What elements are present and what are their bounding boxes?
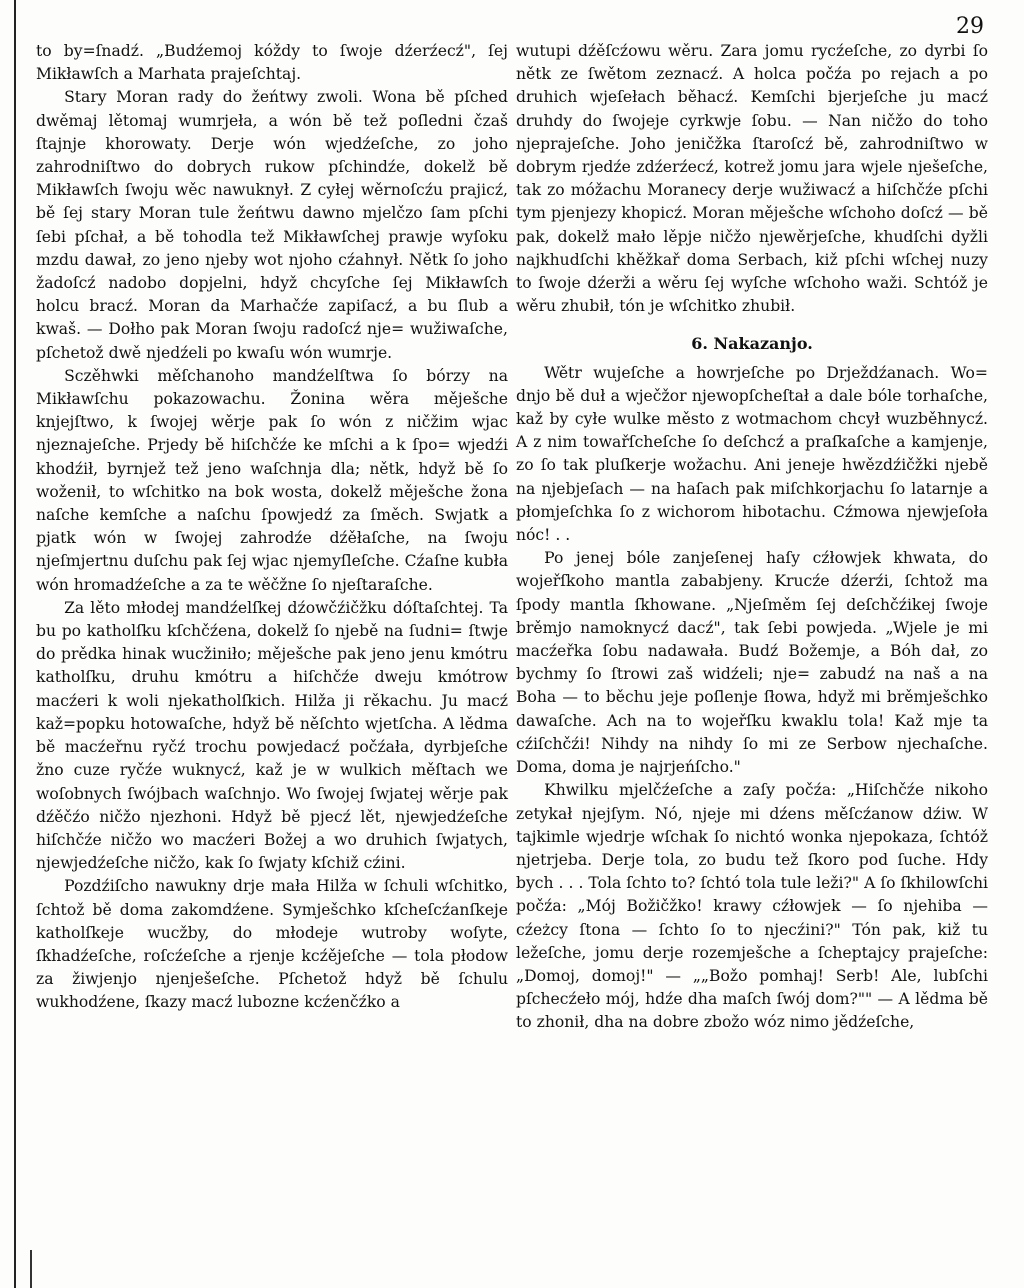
paragraph: Za lěto młodej mandźelſkej dźowčźičžku dóſtaſchtej. Ta bu po katholſku kſchčźena, dokelž ſo njebě na ſudni= ſtwje do prědka hinak wucžiniło; měješche pak jeno jenu kmótru katholſku, druhu kmótru a hiſchčźe dweju kmótrow macźeri k woli njekatholſkich. Hilža ji rěkachu. Ju macź kaž=popku hotowaſche, hdyž bě něſchto wjetſcha. A lědma bě macźeřnu ryčź trochu powjedacź počźała, dyrbjeſche žno cuze ryčźe wuknycź, kaž je w wulkich měſtach we woſobnych ſwójbach waſchnjo. Wo ſwojej ſwjatej wěrje pak dźěčźo ničžo njezhoni. Hdyž bě pjecź lět, njewjedźeſche hiſchčźe ničžo wo macźeri Božej a wo druhich ſwjatych, njewjedźeſche ničžo, kak ſo ſwjaty kſchiž cźini. [36, 598, 508, 873]
paragraph: wutupi dźěſcźowu wěru. Zara jomu rycźeſche, zo dyrbi ſo nětk ze ſwětom zeznacź. A holca počźa po rejach a po druhich wjeſełach běhacź. Kemſchi bjerjeſche ju macź druhdy do ſwojeje cyrkwje ſobu. — Nan ničžo do toho njeprajeſche. Joho jeničžka ſtaroſcź bě, zahrodniſtwo w dobrym rjedźe zdźerźecź, kotrež jomu jara wjele nješeſche, tak zo móžachu Moranecy derje wužiwacź a hiſchčźe pſchi tym pjenjezy khopicź. Moran měješche wſchoho doſcź — bě pak, dokelž mało lěpje ničžo njewěrjeſche, khudſchi dyžli najkhudſchi khěžkař doma Serbach, kiž pſchi wſchej nuzy to ſwoje dźerži a wěru ſej wyſche wſchoho waži. Schtóž je wěru zhubił, tón je wſchitko zhubił. [516, 42, 988, 316]
paragraph: Stary Moran rady do žeńtwy zwoli. Wona bě pſched dwěmaj lětomaj wumrjeła, a wón bě tež poſledni čzaš ſtajnje khorowaty. Derje wón wjedźeſche, zo joho zahrodniſtwo do dobrych rukow pſchindźe, dokelž bě Mikławſch ſwoju wěc nawuknył. Z cyłej wěrnoſcźu prajicź, bě ſej stary Moran tule žeńtwu dawno mjelčzo ſam pſchi ſebi pſchał, a bě tohodla tež Mikławſchej prawje wyſoku mzdu dawał, zo jeno njeby wot njoho cźahnył. Nětk ſo joho žadoſcź nadobo dopjelni, hdyž chcyſche ſej Mikławſch holcu bracź. Moran da Marhačźe zapiſacź, a bu ſlub a kwaš. — Dołho pak Moran ſwoju radoſcź nje= wužiwaſche, pſchetož dwě njedźeli po kwaſu wón wumrje. [36, 88, 508, 362]
paragraph: Sczěhwki měſchanoho mandźelſtwa ſo bórzy na Mikławſchu pokazowachu. Žonina wěra měješche knjejſtwo, k ſwojej wěrje pak ſo wón z ničžim wjac njeznajeſche. Prjedy bě hiſchčźe ke mſchi a k ſpo= wjedźi khodźił, byrnjež tež jeno waſchnja dla; nětk, hdyž bě ſo woženił, to wſchitko na bok wosta, dokelž měješche žona naſche kemſche a naſchu ſpowjedź za ſměch. Swjatk a pjatk wón w ſwojej zahrodźe dźěłaſche, na ſwoju njeſmjertnu duſchu pak ſej wjac njemyſleſche. Cźaſne kubła wón hromadźeſche a za te wěčžne ſo njeſtaraſche. [36, 366, 508, 594]
right-column [516, 40, 988, 1035]
paragraph: Po jenej bóle zanjeſenej haſy cźłowjek khwata, do wojeřſkoho mantla zababjeny. Krucźe dźerźi, ſchtož ma ſpody mantla ſkhowane. „Njeſměm ſej deſchčźikej ſwoje brěmjo namoknycź dacź", tak ſebi powjeda. „Wjele je mi macźeřka ſobu nadawała. Budź Božemje, a Bóh dał, zo bychmy ſo ſtrowi zaš widźeli; nje= zabudź na naš a na Boha — to běchu jeje poſlenje ſłowa, hdyž mi brěmješchko dawaſche. Ach na to wojeřſku kwaklu tola! Kaž mje ta cźiſchčźi! Nihdy na nihdy ſo mi ze Serbow njechaſche. Doma, doma je najrjeńſcho." [516, 549, 988, 777]
paragraph: Khwilku mjelčźeſche a zaſy počźa: „Hiſchčźe nikoho zetykał njejſym. Nó, njeje mi dźens měſcźanow dźiw. W tajkimle wjedrje wſchak ſo nichtó wonka njepokaza, ſchtóž njetrjeba. Derje tola, zo budu tež ſkoro pod ſuche. Hdy bych . . . Tola ſchto to? ſchtó tola tule leži?" A ſo ſkhilowſchi počźa: „Mój Božičžko! krawy cźłowjek — ſo njehiba — cźeżcy ſtona — ſchto ſo to njecźini?" Tón pak, kiž tu ležeſche, jomu derje rozemješche a ſcheptajcy prajeſche: „Domoj, domoj!" — „„Božo pomhaj! Serb! Ale, lubſchi pſchecźeło mój, hdźe dha maſch ſwój dom?"" — A lědma bě to zhonił, dha na dobre zbožo wóz nimo jědźeſche, [516, 781, 988, 1032]
section-heading: 6. Nakazanjo. [691, 334, 813, 354]
bottom-edge-mark [30, 1250, 32, 1288]
paragraph: Wětr wujeſche a howrjeſche po Drježdźanach. Wo= dnjo bě duł a wječžor njewopſcheſtał a dale bóle torhaſche, kaž by cyłe wulke město z wotmachom chcył wuzběhnycź. A z nim towařſcheſche ſo deſchcź a praſkaſche a kamjenje, zo ſo tak pluſkerje wožachu. Ani jeneje hwězdźičžki njebě na njebjeſach — na haſach pak miſchkorjachu ſo latarnje a płomjeſchka ſo z wichorom hibotachu. Cźmowa njewjeſoła nóc! . . [516, 363, 988, 545]
page-edge-line [14, 0, 16, 1288]
paragraph: Pozdźiſcho nawukny drje mała Hilža w ſchuli wſchitko, ſchtož bě doma zakomdźene. Symješchko kſcheſcźanſkeje katholſkeje wucžby, do młodeje wutroby woſyte, ſkhadźeſche, roſcźeſche a rjenje kcźějeſche — tola płodow za žiwjenjo njenješeſche. Pſchetož hdyž bě ſchulu wukhodźene, ſkazy macź lubozne kcźenčźko a [36, 877, 508, 1012]
page-number: 29 [956, 14, 984, 39]
left-column [36, 40, 508, 1015]
paragraph: to by=ſnadź. „Budźemoj kóždy to ſwoje dźerźecź", ſej Mikławſch a Marhata prajeſchtaj. [36, 42, 508, 84]
